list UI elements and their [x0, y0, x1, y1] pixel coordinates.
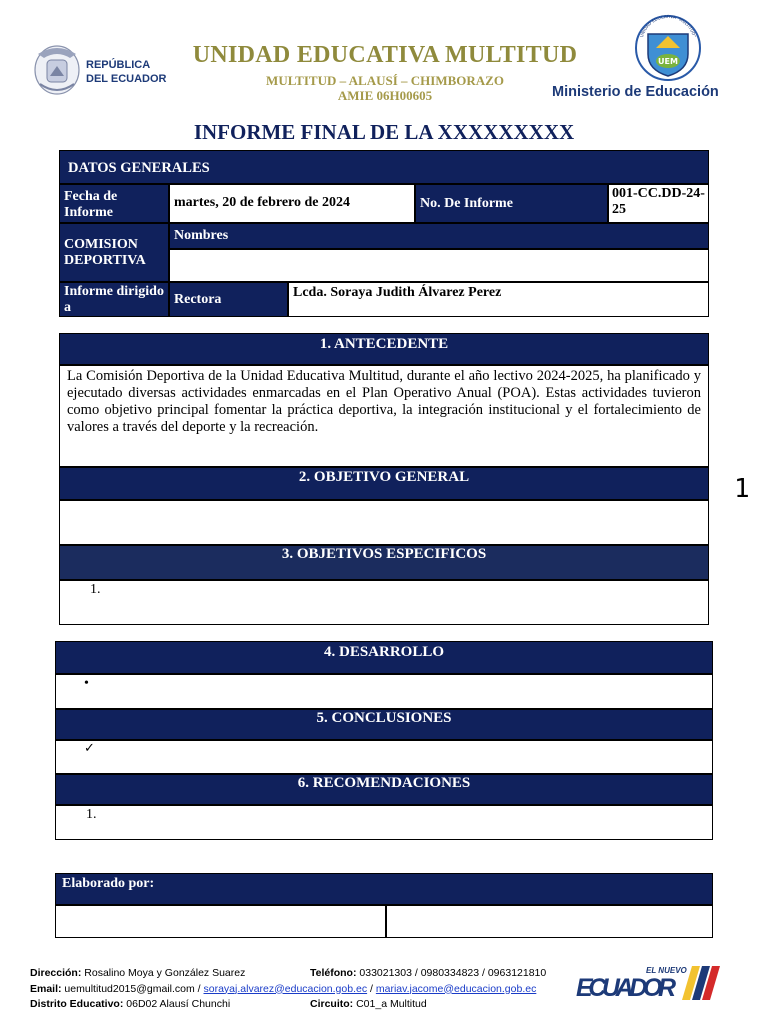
email-label: Email: [30, 982, 62, 995]
objetivos-especificos-body [59, 580, 709, 625]
bullet-item: • [84, 676, 89, 691]
svg-text:UNIDAD EDUCATIVA "MULTITUD": UNIDAD EDUCATIVA "MULTITUD" [638, 14, 698, 38]
school-crest-icon [634, 14, 702, 82]
school-code: AMIE 06H00605 [337, 88, 433, 103]
informe-no-value: 001-CC.DD-24-25 [608, 184, 709, 223]
coat-of-arms-icon [30, 40, 167, 98]
email-link-1[interactable]: sorayaj.alvarez@educacion.gob.ec [203, 982, 368, 995]
svg-text:REPÚBLICA: REPÚBLICA [86, 59, 151, 71]
email-value: uemultitud2015@gmail.com / [61, 982, 204, 995]
distrito-value: 06D02 Alausí Chunchi [123, 998, 231, 1010]
ministry-name: Ministerio de Educación [552, 84, 719, 100]
republica-ecuador-logo [30, 40, 167, 98]
informe-no-label: No. De Informe [415, 184, 608, 223]
document-title: INFORME FINAL DE LA XXXXXXXXX [193, 120, 575, 144]
antecedente-text: La Comisión Deportiva de la Unidad Educativa Multitud, durante el año lectivo 2024-2025, ha planificado y ejecutado diversas actividades enmarcadas en el Plan Operativo Anual (POA). Estas actividades tuvieron como objetivo principal fomentar la práctica deportiva, la integración institucional y el fortalecimiento de valores a través del deporte y la recreación. [59, 365, 709, 467]
circuito-value: C01_a Multitud [353, 998, 427, 1010]
nombres-label: Nombres [169, 223, 709, 249]
fecha-value: martes, 20 de febrero de 2024 [169, 184, 415, 223]
telefono-label: Teléfono: [310, 967, 357, 979]
svg-text:UEM: UEM [658, 57, 678, 66]
elaborado-signature-cell [386, 905, 713, 938]
el-nuevo-ecuador-logo [576, 962, 724, 1004]
page-number: 1 [734, 474, 750, 504]
conclusiones-header: 5. CONCLUSIONES [55, 709, 713, 740]
elaborado-name-cell [55, 905, 386, 938]
direccion-label: Dirección: [30, 967, 82, 979]
desarrollo-header: 4. DESARROLLO [55, 641, 713, 674]
svg-text:ECUADOR: ECUADOR [576, 974, 676, 1002]
desarrollo-body [55, 674, 713, 709]
dirigido-label: Informe dirigido a [59, 282, 169, 317]
direccion-value: Rosalino Moya y González Suarez [81, 967, 246, 979]
school-location: MULTITUD – ALAUSÍ – CHIMBORAZO [266, 73, 504, 88]
svg-text:EL NUEVO: EL NUEVO [646, 966, 687, 975]
circuito-label: Circuito: [310, 998, 354, 1010]
ecuador-flag-stripes-icon [576, 962, 724, 1004]
antecedente-header: 1. ANTECEDENTE [59, 333, 709, 365]
comision-label: COMISION DEPORTIVA [59, 223, 169, 282]
recomendaciones-header: 6. RECOMENDACIONES [55, 774, 713, 805]
objetivo-general-body [59, 500, 709, 545]
rectora-value: Lcda. Soraya Judith Álvarez Perez [288, 282, 709, 317]
footer-row-3 [30, 997, 546, 1013]
footer-row-2 [30, 982, 546, 998]
recomendaciones-body [55, 805, 713, 840]
objetivos-especificos-header: 3. OBJETIVOS ESPECIFICOS [59, 545, 709, 580]
school-crest-logo [634, 14, 702, 82]
fecha-label: Fecha de Informe [59, 184, 169, 223]
telefono-value: 033021303 / 0980334823 / 0963121810 [356, 967, 547, 979]
footer-row-1 [30, 966, 546, 982]
list-item: 1. [86, 807, 97, 822]
conclusiones-body [55, 740, 713, 774]
elaborado-label: Elaborado por: [55, 873, 713, 905]
school-location-block [170, 73, 600, 103]
distrito-label: Distrito Educativo: [30, 998, 124, 1010]
footer-contact [30, 966, 546, 1013]
nombres-value [169, 249, 709, 282]
rectora-label: Rectora [169, 282, 288, 317]
email-separator: / [367, 982, 376, 995]
svg-text:DEL ECUADOR: DEL ECUADOR [86, 73, 167, 85]
list-item: 1. [90, 582, 101, 597]
email-link-2[interactable]: mariav.jacome@educacion.gob.ec [375, 982, 537, 995]
school-name: UNIDAD EDUCATIVA MULTITUD [192, 42, 578, 68]
check-icon: ✓ [84, 741, 95, 756]
datos-generales-header: DATOS GENERALES [59, 150, 709, 184]
objetivo-general-header: 2. OBJETIVO GENERAL [59, 467, 709, 500]
